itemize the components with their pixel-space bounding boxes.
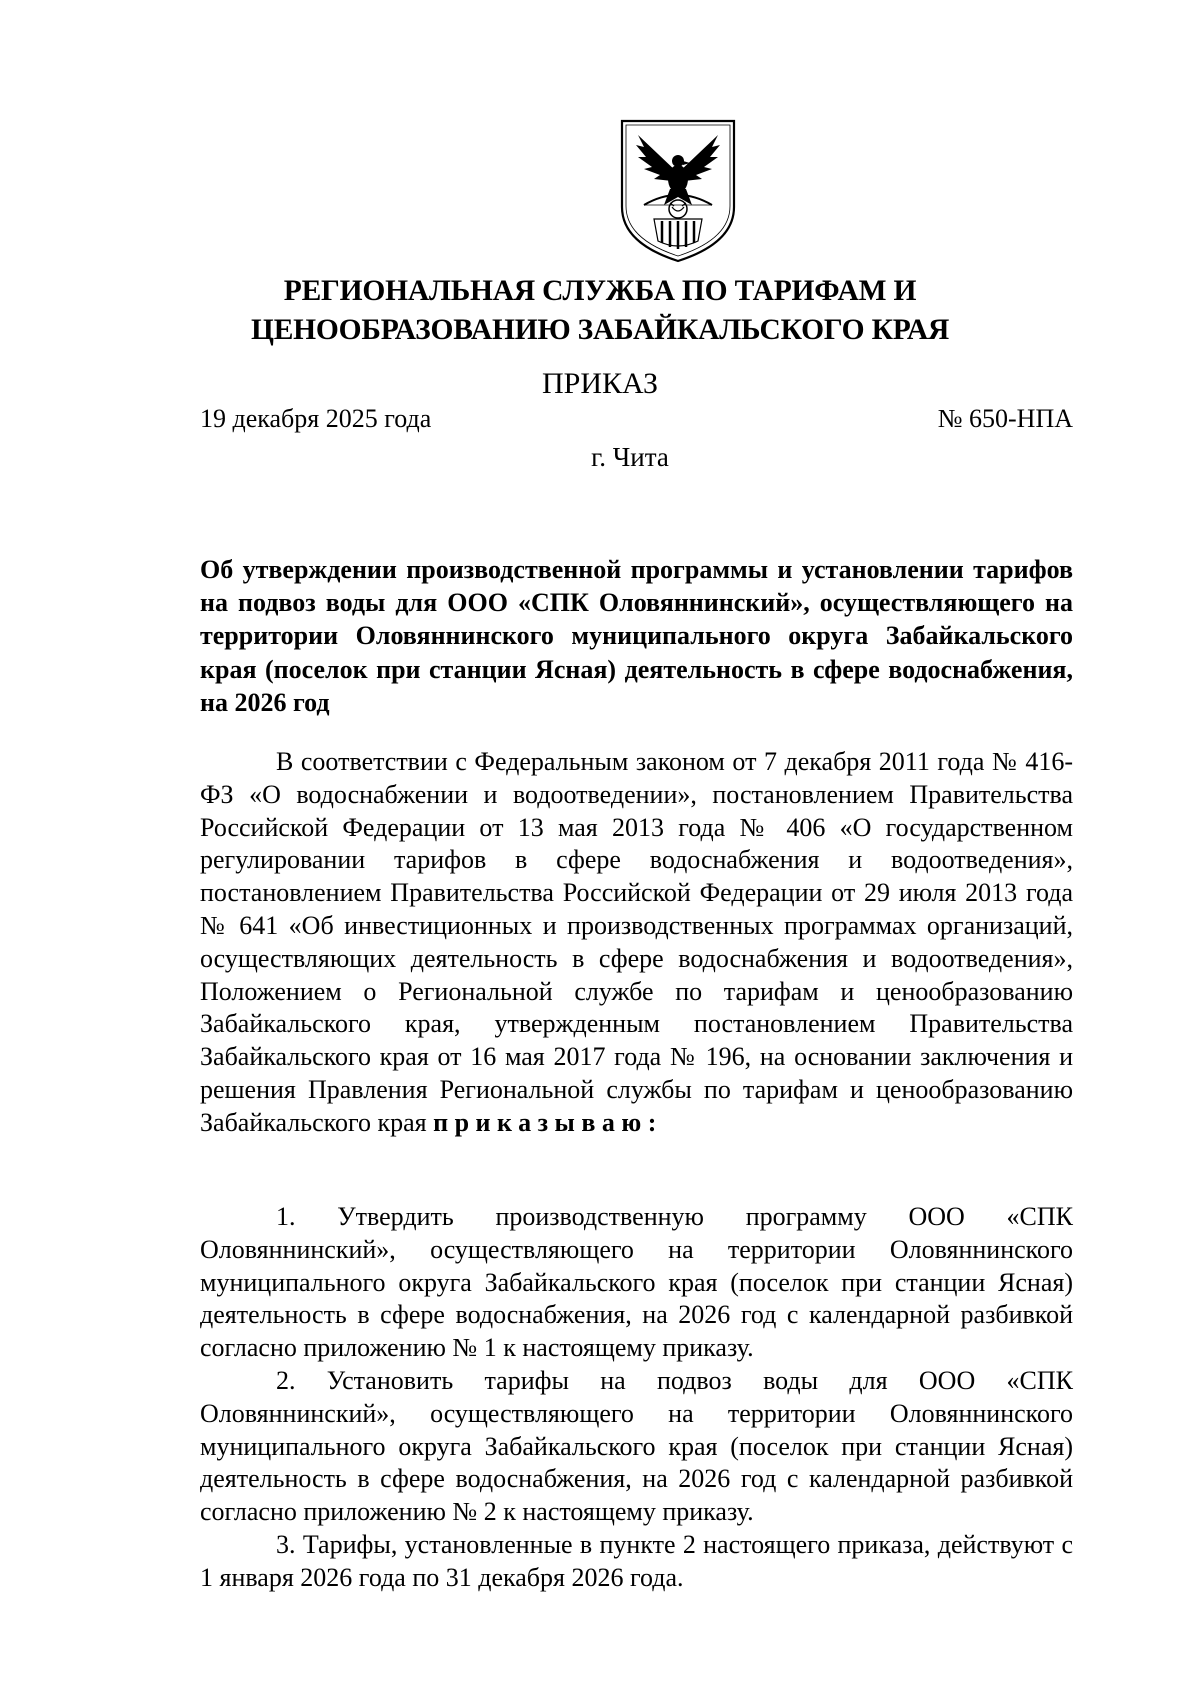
preamble-paragraph <box>200 746 1073 1140</box>
order-item: 1. Утвердить производственную программу ООО «СПК Оловяннинский», осуществляющего на территории Оловяннинского муниципального округа Забайкальского края (поселок при станции Ясная) деятельность в сфере водоснабжения, на 2026 год с календарной разбивкой согласно приложению № 1 к настоящему приказу. <box>200 1202 1073 1363</box>
document-type: ПРИКАЗ <box>542 367 658 400</box>
organization-title-line2: ЦЕНООБРАЗОВАНИЮ ЗАБАЙКАЛЬСКОГО КРАЯ <box>250 314 950 346</box>
organization-title-line1: РЕГИОНАЛЬНАЯ СЛУЖБА ПО ТАРИФАМ И <box>283 275 917 307</box>
order-item: 3. Тарифы, установленные в пункте 2 настоящего приказа, действуют с 1 января 2026 года по 31 декабря 2026 года. <box>200 1529 1073 1592</box>
order-item: 2. Установить тарифы на подвоз воды для ООО «СПК Оловяннинский», осуществляющего на территории Оловяннинского муниципального округа Забайкальского края (поселок при станции Ясная) деятельность в сфере водоснабжения, на 2026 год с календарной разбивкой согласно приложению № 2 к настоящему приказу. <box>200 1365 1073 1527</box>
decree-word: приказываю: <box>433 1107 663 1137</box>
preamble <box>200 746 1073 1140</box>
organization-title <box>200 272 1000 350</box>
document-subject: Об утверждении производственной программы и установлении тарифов на подвоз воды для ООО «СПК Оловяннинский», осуществляющего на территории Оловяннинского муниципального округа Забайкальского края (поселок при станции Ясная) деятельность в сфере водоснабжения, на 2026 год <box>200 555 1073 717</box>
preamble-text: В соответствии с Федеральным законом от 7 декабря 2011 года № 416-ФЗ «О водоснабжении и водоотведении», постановлением Правительства Российской Федерации от 13 мая 2013 года № 406 «О государственном регулировании тарифов в сфере водоснабжения и водоотведения», постановлением Правительства Российской Федерации от 29 июля 2013 года № 641 «Об инвестиционных и производственных программах организаций, осуществляющих деятельность в сфере водоснабжения и водоотведения», Положением о Региональной службе по тарифам и ценообразованию Забайкальского края, утвержденным постановлением Правительства Забайкальского края от 16 мая 2017 года № 196, на основании заключения и решения Правления Региональной службы по тарифам и ценообразованию Забайкальского края <box>200 747 1073 1137</box>
document-date: 19 декабря 2025 года <box>200 404 432 433</box>
document-number: № 650-НПА <box>937 404 1073 433</box>
order-items <box>200 1201 1073 1595</box>
zabaikalsky-krai-coat-of-arms-icon <box>614 115 742 265</box>
document-city: г. Чита <box>591 442 669 472</box>
